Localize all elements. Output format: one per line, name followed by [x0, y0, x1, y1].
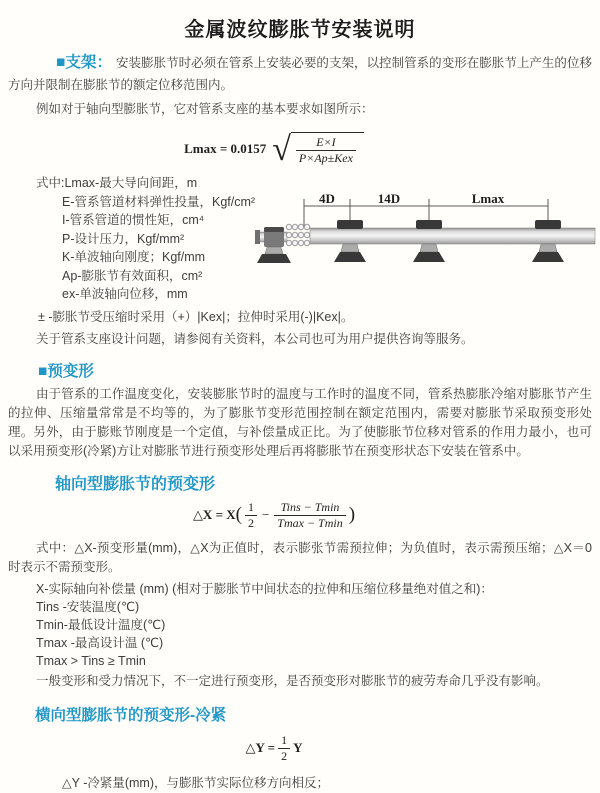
lateral-note: △Y -冷紧量(mm)，与膨胀节实际位移方向相反；: [62, 775, 330, 790]
axial-note: 一般变形和受力情况下，不一定进行预变形，是否预变形对膨胀节的疲劳寿命几乎没有影响。: [36, 673, 549, 688]
definition-line: I-管系管道的惯性矩，cm⁴: [62, 213, 205, 227]
definition-line: 式中:Lmax-最大导向间距，m: [36, 176, 198, 190]
lateral-subheading: 横向型膨胀节的预变形-冷紧: [35, 706, 227, 724]
left-paren: (: [235, 503, 242, 525]
definitions-and-diagram: [8, 174, 592, 304]
definition-line: Tmin-最低设计温度(℃): [36, 617, 166, 632]
formula1-numerator: E×I: [296, 135, 356, 151]
formula3-rhs: Y: [293, 740, 303, 755]
formula3-half-fraction: [278, 733, 290, 764]
formula1-lhs: Lmax = 0.0157: [184, 141, 267, 156]
minus-sign: −: [261, 507, 270, 522]
support-section-heading: ■支架：: [56, 54, 112, 71]
definition-line: Tins -安装温度(℃): [36, 599, 140, 614]
axial-subheading: 轴向型膨胀节的预变形: [55, 475, 216, 493]
definition-line: Tmax > Tins ≥ Tmin: [36, 653, 146, 668]
axial-predeform-formula: [0, 500, 566, 531]
axial-explain-paragraph: 式中：△X-预变形量(mm)，△X为正值时，表示膨张节需预拉伸；为负值时，表示需预压缩；△X＝0时表示不需预变形。: [8, 540, 592, 574]
formula2-temp-num: Tins − Tmin: [274, 500, 345, 516]
formula2-definitions: [8, 580, 592, 670]
formula2-temp-den: Tmax − Tmin: [277, 515, 343, 530]
pipe: [310, 228, 595, 244]
anchor-support: [255, 227, 291, 263]
definition-line: P-设计压力，Kgf/mm²: [62, 231, 185, 246]
lateral-predeform-formula: [0, 733, 566, 764]
formula2-half-num: 1: [245, 500, 257, 516]
definition-line: X-实际轴向补偿量 (mm) (相对于膨胀节中间状态的拉伸和压缩位移量绝对值之和)：: [36, 581, 493, 596]
formula2-temp-fraction: [274, 500, 345, 531]
segment-4d-label: 4D: [319, 192, 336, 206]
formula2-half-fraction: [245, 500, 257, 531]
segment-lmax-label: Lmax: [471, 192, 505, 206]
radicand: [291, 132, 364, 166]
predeform-paragraph: 由于管系的工作温度变化，安装膨胀节时的温度与工作时的温度不同，管系热膨胀冷缩对膨胀节产生的拉伸、压缩量常常是不均等的，为了膨胀节变形范围控制在额定范围内，需要对膨胀节采取预变形处理。另外，由于膨账节刚度是一个定值，与补偿量成正比。为了使膨胀节位移对管系的作用力最小，也可以采用预变形(冷紧)方让对膨胀节进行预变形处理后再将膨胀节在预变形状态下安装在管系中。: [8, 386, 592, 458]
definition-line: K-单波轴向刚度；Kgf/mm: [62, 250, 206, 264]
guide-spacing-formula: [0, 132, 566, 166]
formula3-lhs: △Y =: [245, 740, 276, 755]
square-root: [272, 132, 364, 166]
bellows-icon: [286, 224, 309, 245]
formula1-fraction: [296, 135, 356, 166]
support-intro-paragraph: [8, 52, 592, 96]
formula2-lhs: △X = X: [192, 507, 236, 522]
formula3-half-den: 2: [281, 748, 288, 763]
page-title: 金属波纹膨胀节安装说明: [184, 19, 416, 41]
definition-line: Tmax -最高设计温 (℃): [36, 635, 164, 650]
support-example-line: 例如对于轴向型膨胀节，它对管系支座的基本要求如图所示：: [36, 102, 374, 116]
formula1-denominator: P×Ap±Kex: [298, 151, 353, 165]
consult-note: 关于管系支座设计问题，请参阅有关资料，本公司也可为用户提供咨询等服务。: [36, 331, 474, 346]
formula3-half-num: 1: [278, 733, 290, 749]
segment-14d-label: 14D: [377, 192, 401, 206]
radical-sign-icon: √: [272, 131, 291, 168]
predeform-section-heading: ■预变形: [38, 362, 94, 380]
pipe-support-diagram-svg: [255, 192, 600, 288]
plus-minus-note: ± -膨胀节受压缩时采用（+）|Kex|；拉伸时采用(-)|Kex|。: [38, 309, 354, 324]
formula1-definitions: [8, 174, 255, 304]
formula2-half-den: 2: [247, 515, 254, 530]
definition-line: E-管系管道材料弹性投量，Kgf/cm²: [62, 194, 256, 209]
support-intro-text: 安装膨胀节时必须在管系上安装必要的支架，以控制管系的变形在膨胀节上产生的位移方向并限制在膨胀节的额定位移范围内。: [8, 56, 592, 92]
definition-line: Ap-膨胀节有效面积，cm²: [62, 268, 203, 283]
pipe-support-diagram: [255, 174, 600, 293]
right-paren: ): [348, 503, 356, 525]
definition-line: ex-单波轴向位移，mm: [62, 287, 188, 301]
